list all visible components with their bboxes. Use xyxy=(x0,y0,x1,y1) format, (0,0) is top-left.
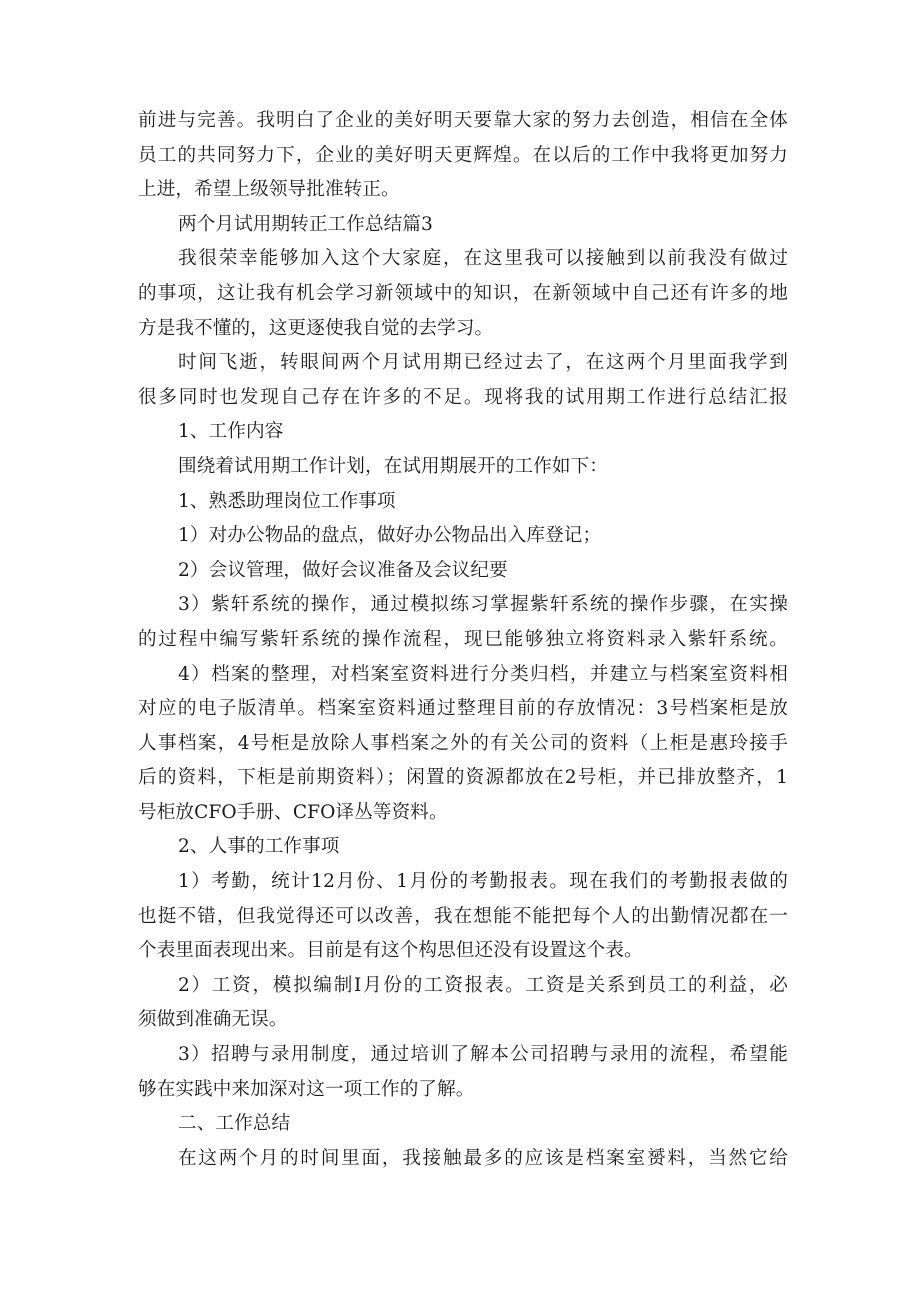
text-line: 4）档案的整理，对档案室资料进行分类归档，并建立与档案室资料相 xyxy=(178,663,788,685)
text-line: 2）工资，模拟编制I月份的工资报表。工资是关系到员工的利益，必 xyxy=(178,974,788,996)
text-line: 须做到准确无误。 xyxy=(138,1009,288,1031)
text-line: 方是我不懂的，这更逐使我自觉的去学习。 xyxy=(138,317,494,339)
text-line: 后的资料，下柜是前期资料）；闲置的资源都放在2号柜，并已排放整齐，1 xyxy=(138,767,788,789)
text-line: 号柜放CFO手册、CFO译丛等资料。 xyxy=(138,801,448,823)
text-line: 1）考勤，统计12月份、1月份的考勤报表。现在我们的考勤报表做的 xyxy=(178,871,788,893)
text-line: 的过程中编写紫轩系统的操作流程，现巳能够独立将资料录入紫轩系统。 xyxy=(138,628,788,650)
text-line: 个表里面表现出来。目前是有这个构思但还没有设置这个表。 xyxy=(138,940,643,962)
text-line: 上进，希望上级领导批准转正。 xyxy=(138,179,400,201)
text-line: 的事项，这让我有机会学习新领域中的知识，在新领域中自己还有许多的地 xyxy=(138,282,788,304)
text-line: 1、工作内容 xyxy=(178,421,284,443)
text-line: 够在实践中来加深对这一项工作的了解。 xyxy=(138,1078,475,1100)
text-line: 在这两个月的时间里面，我接触最多的应该是档案室赟料，当然它给 xyxy=(178,1147,788,1169)
text-line: 对应的电子版清单。档案室资料通过整理目前的存放情况：3号档案柜是放 xyxy=(138,698,788,720)
text-line: 3）招聘与录用制度，通过培训了解本公司招聘与录用的流程，希望能 xyxy=(178,1044,788,1066)
text-line: 两个月试用期转正工作总结篇3 xyxy=(178,213,433,235)
text-line: 前进与完善。我明白了企业的美好明天要靠大家的努力去创造，相信在全体 xyxy=(138,110,788,131)
text-line: 很多同时也发现自己存在许多的不足。现将我的试用期工作进行总结汇报 xyxy=(138,386,788,408)
text-line: 2）会议管理，做好会议准备及会议纪要 xyxy=(178,559,508,581)
text-line: 1、熟悉助理岗位工作事项 xyxy=(178,490,396,512)
text-line: 3）紫轩系统的操作，通过模拟练习掌握紫轩系统的操作步骤，在实操 xyxy=(178,594,788,616)
text-line: 我很荣幸能够加入这个大家庭，在这里我可以接触到以前我没有做过 xyxy=(178,248,788,270)
text-line: 人事档案，4号柜是放除人事档案之外的有关公司的资料（上柜是惠玲接手 xyxy=(138,732,788,754)
text-line: 二、工作总结 xyxy=(178,1113,291,1135)
text-line: 围绕着试用期工作计划，在试用期展开的工作如下： xyxy=(178,455,608,477)
document-body xyxy=(138,104,788,1176)
text-line: 时间飞逝，转眼间两个月试用期已经过去了，在这两个月里面我学到 xyxy=(178,352,788,374)
text-line: 1）对办公物品的盘点，做好办公物品出入库登记； xyxy=(178,525,602,547)
text-line: 2、人事的工作事项 xyxy=(178,836,340,858)
text-line: 也挺不错，但我觉得还可以改善，我在想能不能把每个人的出勤情况都在一 xyxy=(138,905,788,927)
text-line: 员工的共同努力下，企业的美好明天更辉煌。在以后的工作中我将更加努力 xyxy=(138,144,788,166)
